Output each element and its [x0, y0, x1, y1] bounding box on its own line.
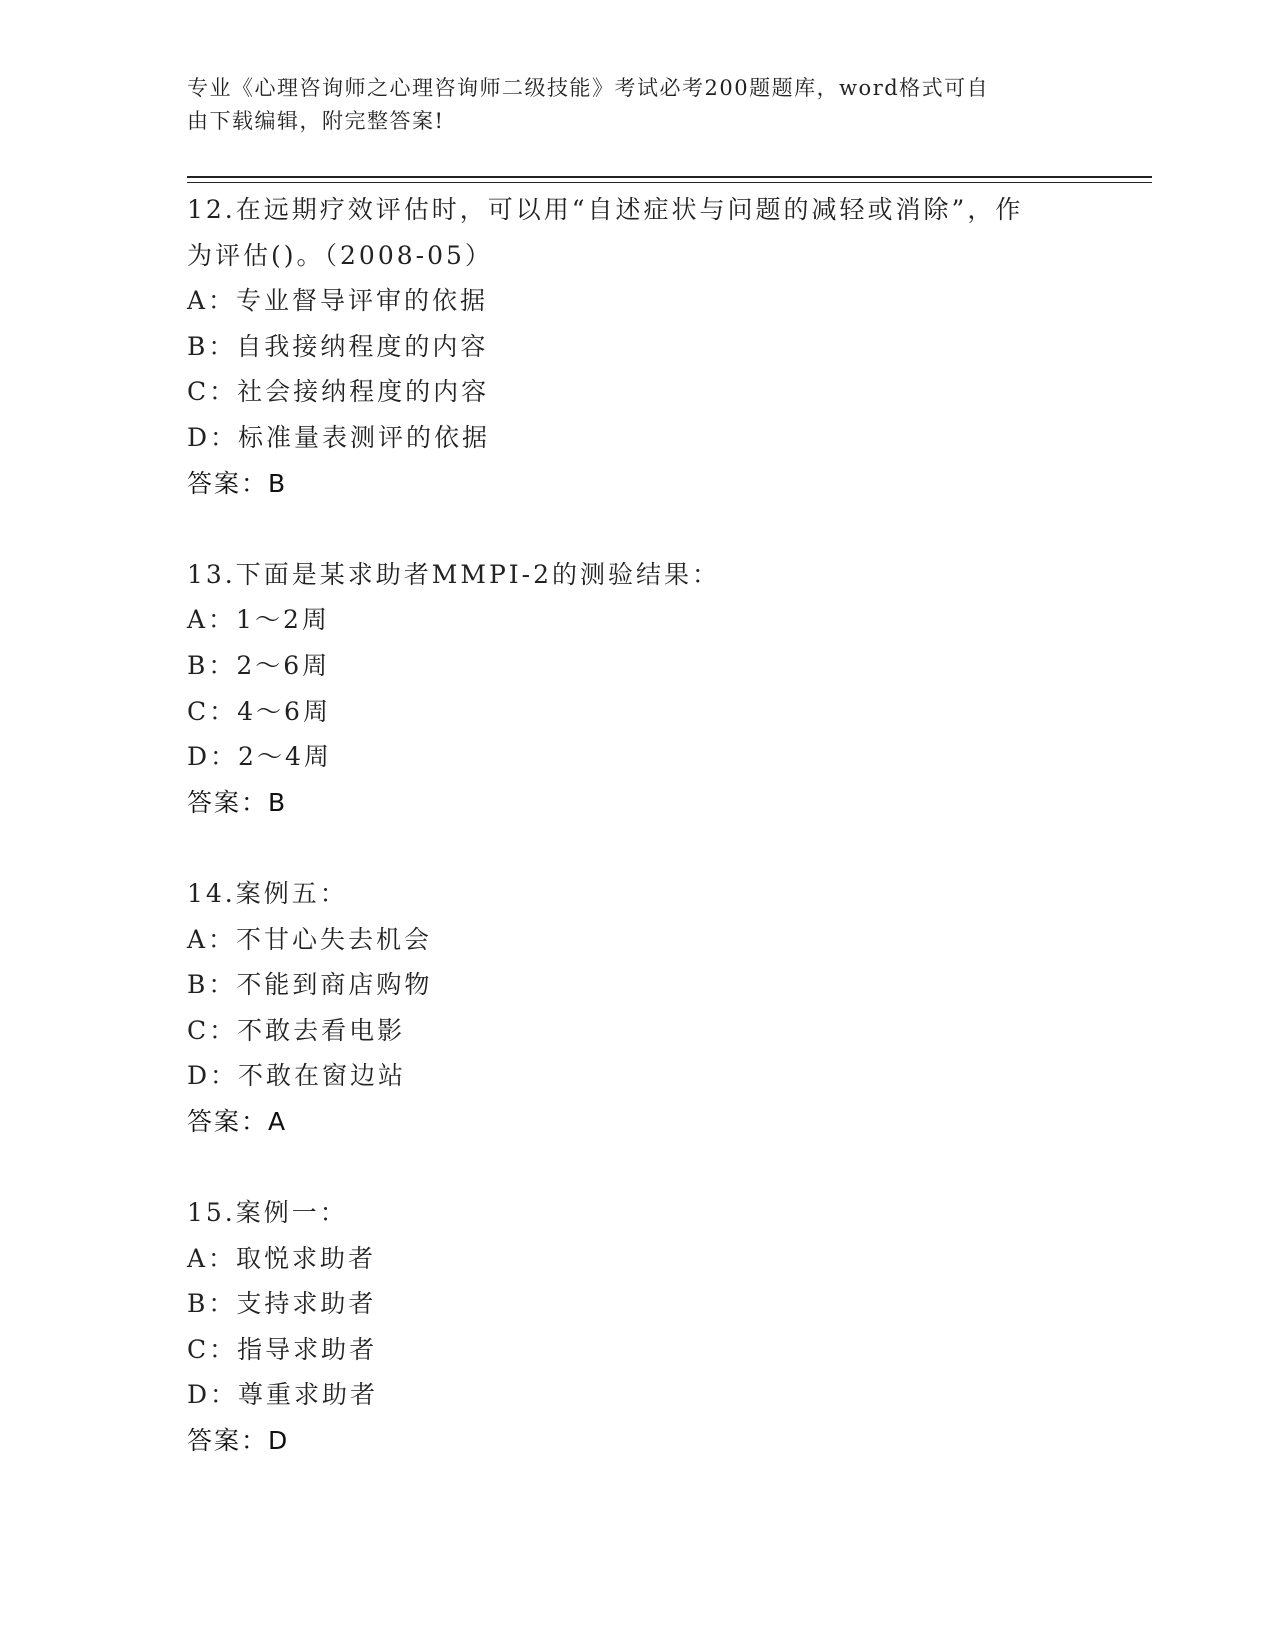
answer-line: 答案：A	[187, 1106, 288, 1136]
option-d: D：2～4周	[187, 742, 332, 772]
option-b: B：2～6周	[187, 650, 331, 680]
option-c: C：社会接纳程度的内容	[187, 377, 490, 407]
spacer	[187, 506, 1087, 552]
answer-line: 答案：B	[187, 468, 288, 498]
option-a: A：1～2周	[187, 605, 330, 635]
question-12	[187, 187, 1087, 506]
option-a: A：专业督导评审的依据	[187, 286, 489, 316]
header-divider-thick	[187, 176, 1152, 178]
header-line-1: 专业《心理咨询师之心理咨询师二级技能》考试必考200题题库，word格式可自	[187, 76, 990, 100]
question-14	[187, 871, 1087, 1145]
option-d: D：尊重求助者	[187, 1380, 379, 1410]
question-13	[187, 552, 1087, 826]
option-b: B：支持求助者	[187, 1289, 377, 1319]
answer-line: 答案：D	[187, 1426, 290, 1456]
question-list	[187, 187, 1087, 1464]
document-header	[187, 72, 1067, 138]
header-divider-thin	[187, 182, 1152, 183]
answer-line: 答案：B	[187, 787, 288, 817]
question-stem-line-1: 15.案例一：	[187, 1198, 348, 1228]
option-c: C：4～6周	[187, 696, 331, 726]
option-b: B：不能到商店购物	[187, 970, 433, 1000]
option-b: B：自我接纳程度的内容	[187, 331, 489, 361]
option-c: C：不敢去看电影	[187, 1015, 406, 1045]
spacer	[187, 1144, 1087, 1190]
question-15	[187, 1190, 1087, 1464]
option-a: A：不甘心失去机会	[187, 924, 433, 954]
option-d: D：不敢在窗边站	[187, 1061, 407, 1091]
option-d: D：标准量表测评的依据	[187, 422, 491, 452]
question-stem-line-1: 12.在远期疗效评估时，可以用“自述症状与问题的减轻或消除”，作	[187, 195, 1024, 224]
option-a: A：取悦求助者	[187, 1243, 377, 1273]
spacer	[187, 825, 1087, 871]
header-line-2: 由下载编辑，附完整答案!	[187, 109, 445, 133]
question-stem-line-2: 为评估()。（2008-05）	[187, 240, 493, 270]
question-stem-line-1: 13.下面是某求助者MMPI-2的测验结果：	[187, 559, 721, 589]
question-stem-line-1: 14.案例五：	[187, 878, 348, 908]
option-c: C：指导求助者	[187, 1334, 378, 1364]
